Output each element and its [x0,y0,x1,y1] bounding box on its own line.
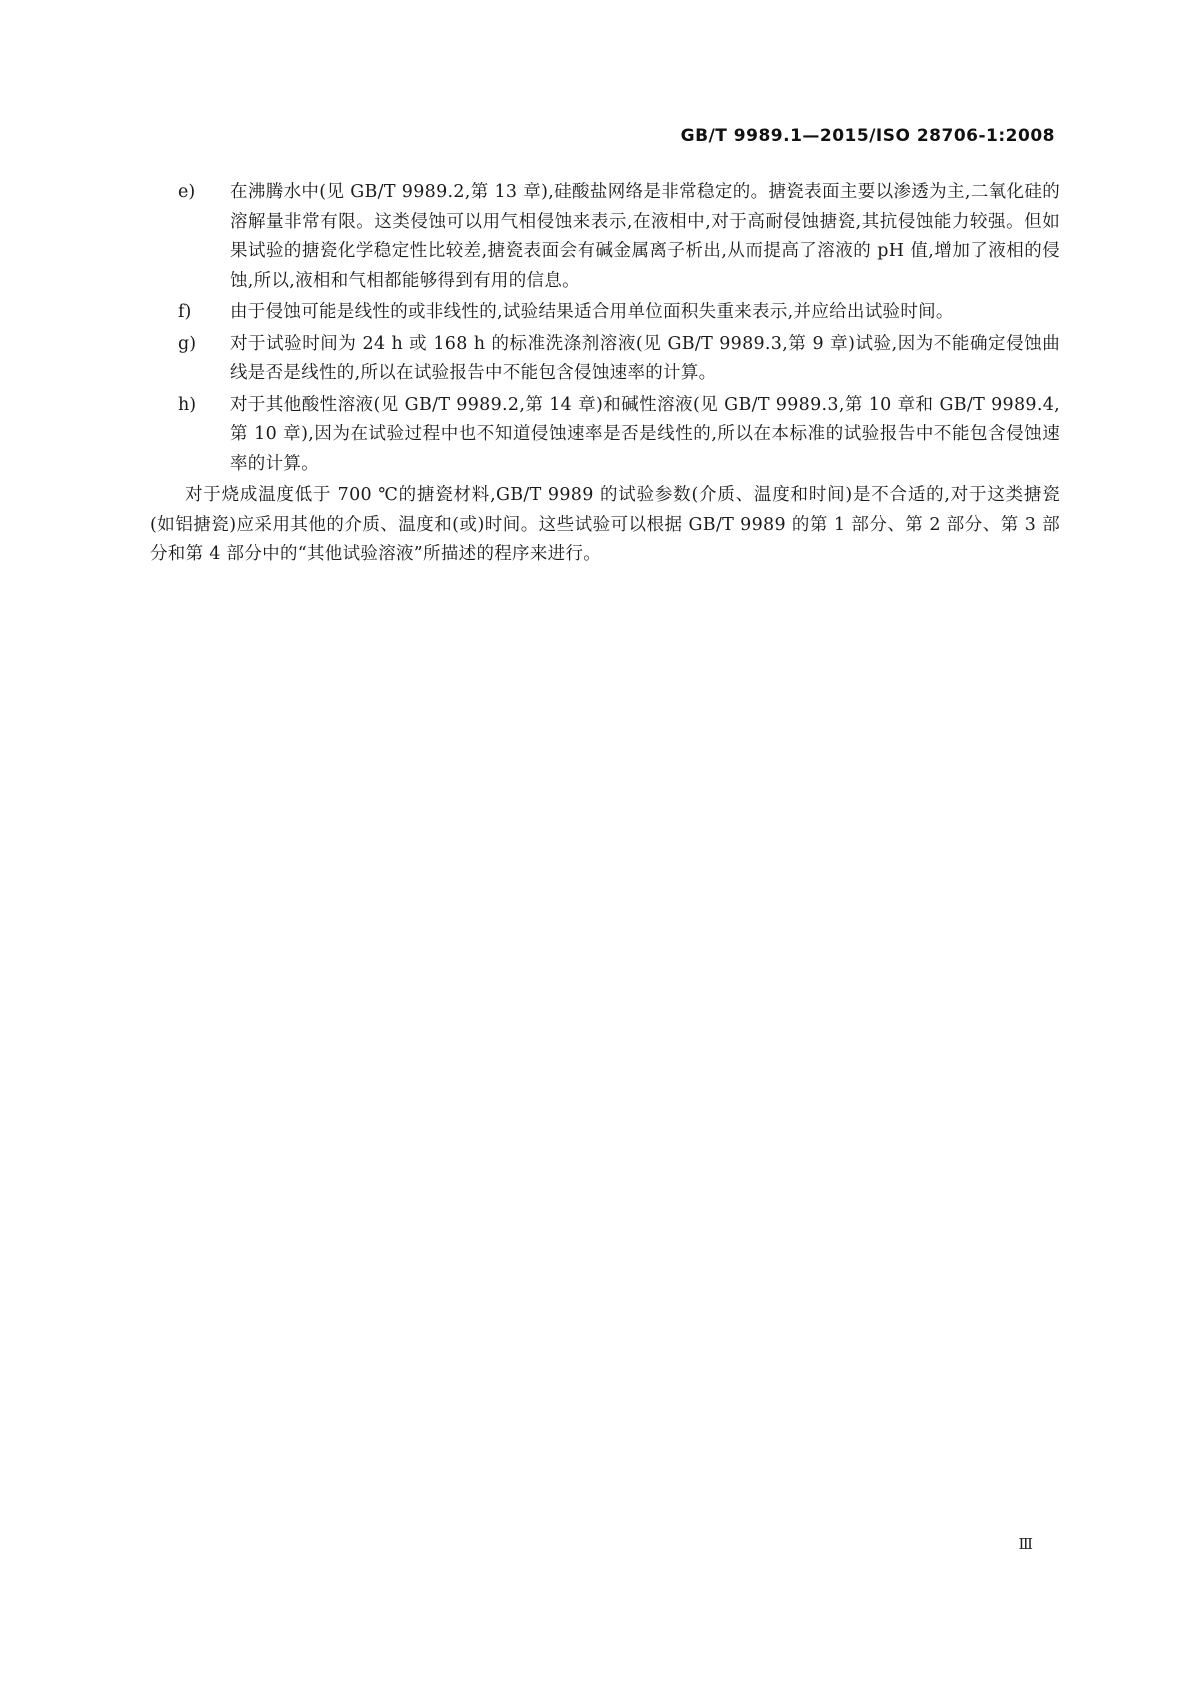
list-marker: g) [178,333,197,354]
page-number: Ⅲ [1018,1535,1033,1553]
closing-paragraph: 对于烧成温度低于 700 ℃的搪瓷材料,GB/T 9989 的试验参数(介质、温度和时间)是不合适的,对于这类搪瓷(如铝搪瓷)应采用其他的介质、温度和(或)时间。这些试验可以根据 GB/T 9989 的第 1 部分、第 2 部分、第 3 部分和第 4 部分中的“其他试验溶液”所描述的程序来进行。 [150,485,1060,564]
document-body [150,178,1060,587]
standard-number-header: GB/T 9989.1—2015/ISO 28706-1:2008 [680,126,1055,146]
list-item-e [150,178,1060,296]
list-item-h [150,391,1060,480]
list-item-text: 由于侵蚀可能是线性的或非线性的,试验结果适合用单位面积失重来表示,并应给出试验时间。 [230,302,954,322]
list-item-g [150,330,1060,389]
list-marker: f) [178,302,192,322]
list-item-text: 对于试验时间为 24 h 或 168 h 的标准洗涤剂溶液(见 GB/T 9989.3,第 9 章)试验,因为不能确定侵蚀曲线是否是线性的,所以在试验报告中不能包含侵蚀速率的计算。 [230,333,1060,383]
list-marker: h) [178,394,197,415]
list-item-f [150,298,1060,328]
list-item-text: 对于其他酸性溶液(见 GB/T 9989.2,第 14 章)和碱性溶液(见 GB/T 9989.3,第 10 章和 GB/T 9989.4, 第 10 章),因为在试验过程中也不知道侵蚀速率是否是线性的,所以在本标准的试验报告中不能包含侵蚀速率的计算。 [230,394,1060,474]
list-item-text: 在沸腾水中(见 GB/T 9989.2,第 13 章),硅酸盐网络是非常稳定的。搪瓷表面主要以渗透为主,二氧化硅的溶解量非常有限。这类侵蚀可以用气相侵蚀来表示,在液相中,对于高耐侵蚀搪瓷,其抗侵蚀能力较强。但如果试验的搪瓷化学稳定性比较差,搪瓷表面会有碱金属离子析出,从而提高了溶液的 pH 值,增加了液相的侵蚀,所以,液相和气相都能够得到有用的信息。 [230,182,1060,291]
list-marker: e) [178,182,196,202]
